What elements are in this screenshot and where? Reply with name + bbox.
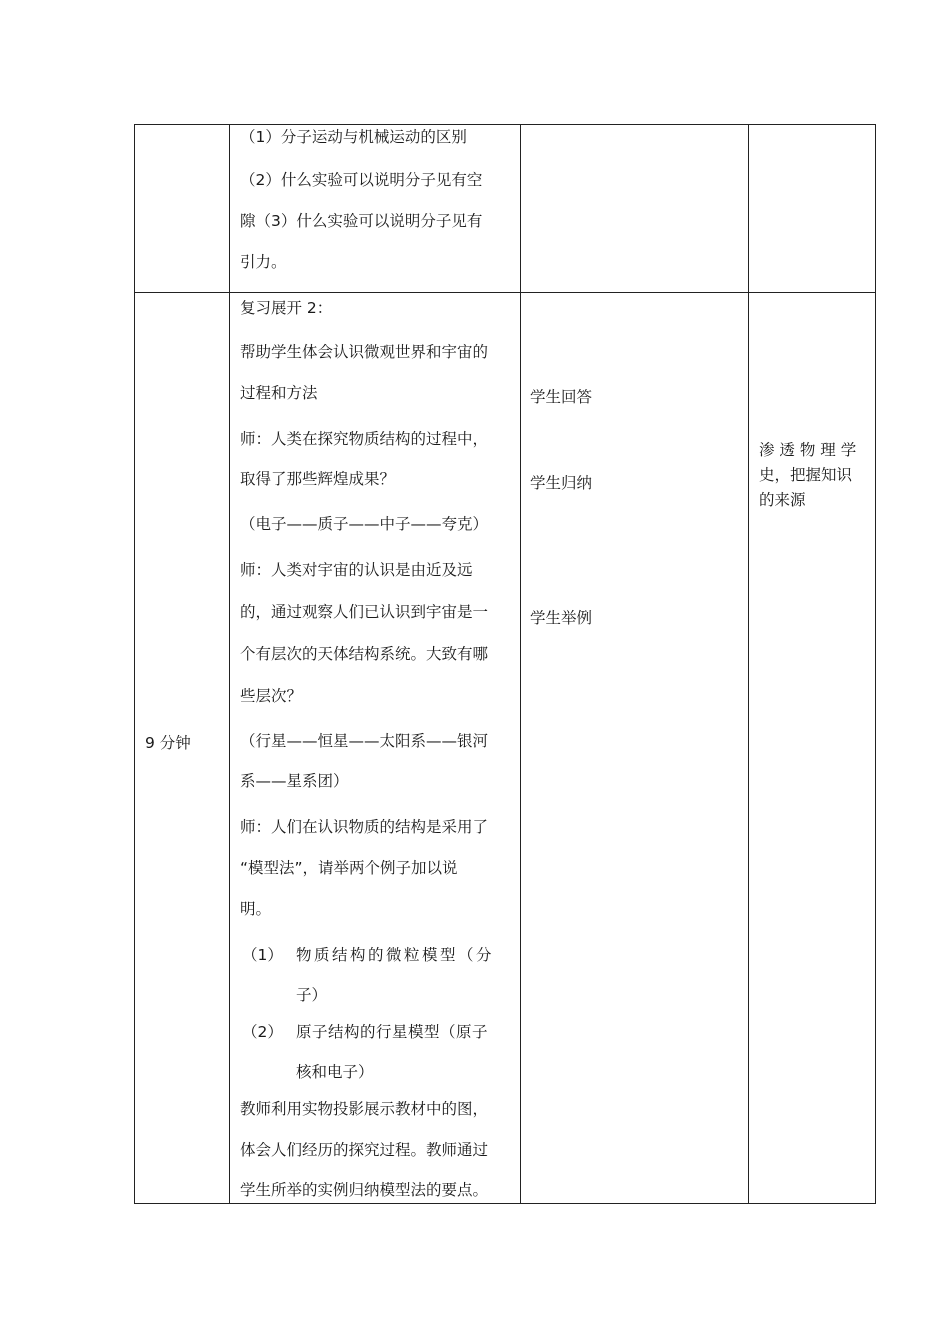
table-left-border: [134, 124, 135, 1204]
row1-line-1: （1）分子运动与机械运动的区别: [240, 128, 467, 146]
list-item-2-number: （2）: [242, 1023, 283, 1041]
paragraph-4-line-1: 师：人类对宇宙的认识是由近及远: [240, 561, 473, 579]
list-item-1-line-1: 物质结构的微粒模型（分: [296, 946, 495, 964]
paragraph-6-line-3: 明。: [240, 900, 272, 918]
section-heading: 复习展开 2：: [240, 299, 333, 317]
paragraph-7-line-1: 教师利用实物投影展示教材中的图，: [240, 1100, 489, 1118]
row1-line-3: 隙（3）什么实验可以说明分子见有: [240, 212, 483, 230]
design-intent-line-1: 渗 透 物 理 学: [759, 441, 857, 459]
paragraph-3: （电子——质子——中子——夸克）: [240, 515, 489, 533]
column-divider-1: [229, 124, 230, 1204]
list-item-2-line-2: 核和电子）: [296, 1063, 374, 1081]
time-label: 9 分钟: [145, 734, 191, 752]
paragraph-5-line-1: （行星——恒星——太阳系——银河: [240, 732, 489, 750]
paragraph-6-line-1: 师：人们在认识物质的结构是采用了: [240, 818, 489, 836]
paragraph-6-line-2: “模型法”，请举两个例子加以说: [240, 859, 458, 877]
design-intent-line-3: 的来源: [759, 491, 806, 509]
paragraph-5-line-2: 系——星系团）: [240, 772, 349, 790]
table-right-border: [875, 124, 876, 1204]
design-intent-line-2: 史，把握知识: [759, 466, 853, 484]
student-activity-1: 学生回答: [530, 388, 593, 406]
column-divider-3: [748, 124, 749, 1204]
list-item-1-number: （1）: [242, 946, 283, 964]
paragraph-2-line-1: 师：人类在探究物质结构的过程中，: [240, 430, 489, 448]
list-item-1-line-2: 子）: [296, 986, 328, 1004]
list-item-2-line-1: 原子结构的行星模型（原子: [296, 1023, 489, 1041]
paragraph-4-line-4: 些层次？: [240, 687, 303, 705]
row-divider: [134, 292, 876, 293]
student-activity-2: 学生归纳: [530, 474, 593, 492]
column-divider-2: [520, 124, 521, 1204]
table-top-border: [134, 124, 876, 125]
paragraph-2-line-2: 取得了那些辉煌成果？: [240, 470, 396, 488]
table-bottom-border: [134, 1203, 876, 1204]
paragraph-4-line-2: 的，通过观察人们已认识到宇宙是一: [240, 603, 489, 621]
paragraph-1-line-2: 过程和方法: [240, 384, 318, 402]
row1-line-2: （2）什么实验可以说明分子见有空: [240, 171, 483, 189]
student-activity-3: 学生举例: [530, 609, 593, 627]
paragraph-7-line-3: 学生所举的实例归纳模型法的要点。: [240, 1181, 489, 1199]
paragraph-7-line-2: 体会人们经历的探究过程。教师通过: [240, 1141, 489, 1159]
row1-line-4: 引力。: [240, 253, 287, 271]
paragraph-1-line-1: 帮助学生体会认识微观世界和宇宙的: [240, 343, 489, 361]
paragraph-4-line-3: 个有层次的天体结构系统。大致有哪: [240, 645, 489, 663]
